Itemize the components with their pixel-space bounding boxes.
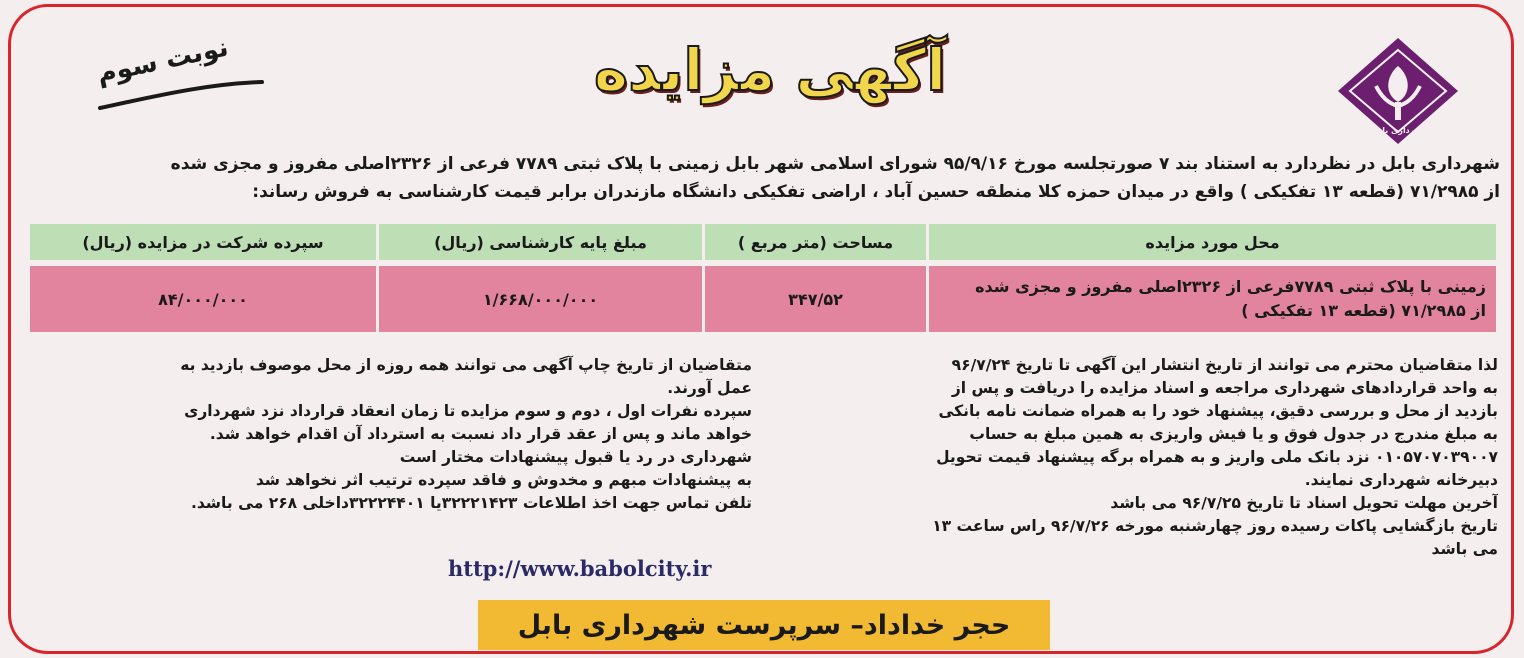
text-line: لذا متقاضیان محترم می توانند از تاریخ انتشار این آگهی تا تاریخ ۹۶/۷/۲۴ — [951, 356, 1498, 374]
signature-banner: حجر خداداد– سرپرست شهرداری بابل — [478, 600, 1050, 650]
intro-paragraph — [100, 150, 1500, 206]
text-line: تلفن تماس جهت اخذ اطلاعات ۳۲۲۲۱۴۲۳یا ۳۲۲۲۴۴۰۱داخلی ۲۶۸ می باشد. — [190, 494, 752, 512]
header-area: مساحت (متر مربع ) — [702, 224, 926, 260]
text-line: آخرین مهلت تحویل اسناد تا تاریخ ۹۶/۷/۲۵ می باشد — [1110, 494, 1498, 512]
table-header-row — [30, 224, 1496, 266]
intro-line: از ۷۱/۲۹۸۵ (قطعه ۱۳ تفکیکی ) واقع در میدان حمزه کلا منطقه حسین آباد ، اراضی تفکیکی دانشگاه مازندران برابر قیمت کارشناسی به فروش رساند: — [252, 182, 1500, 202]
auction-table — [30, 224, 1496, 332]
text-line: سپرده نفرات اول ، دوم و سوم مزایده تا زمان انعقاد قرارداد نزد شهرداری — [184, 402, 752, 420]
conditions-left-column — [32, 354, 752, 515]
intro-line: شهرداری بابل در نظردارد به استناد بند ۷ صورتجلسه مورخ ۹۵/۹/۱۶ شورای اسلامی شهر بابل زمینی با پلاک ثبتی ۷۷۸۹ فرعی از ۲۳۲۶اصلی مفروز و مجزی شده — [170, 154, 1500, 174]
logo-caption: شهرداری بابل — [1372, 126, 1428, 135]
location-line: از ۷۱/۲۹۸۵ (قطعه ۱۳ تفکیکی ) — [1241, 301, 1486, 320]
text-line: تاریخ بازگشایی پاکات رسیده روز چهارشنبه مورخه ۹۶/۷/۲۶ راس ساعت ۱۳ — [932, 517, 1498, 535]
swoosh-decoration — [96, 78, 266, 112]
text-line: خواهد ماند و پس از عقد قرار داد نسبت به استرداد آن اقدام خواهد شد. — [209, 425, 752, 443]
conditions-right-column — [760, 354, 1498, 561]
text-line: بازدید از محل و بررسی دقیق، پیشنهاد خود را به همراه ضمانت نامه بانکی — [938, 402, 1498, 420]
text-line: به مبلغ مندرج در جدول فوق و یا فیش واریزی به همین مبلغ به حساب — [969, 425, 1498, 443]
cell-deposit: ۸۴/۰۰۰/۰۰۰ — [30, 266, 376, 332]
text-line: متقاضیان از تاریخ چاپ آگهی می توانند همه روزه از محل موصوف بازدید به — [180, 356, 752, 374]
text-line: دبیرخانه شهرداری نمایند. — [1304, 471, 1498, 489]
text-line: به پیشنهادات مبهم و مخدوش و فاقد سپرده ترتیب اثر نخواهد شد — [255, 471, 752, 489]
text-line: شهرداری در رد یا قبول پیشنهادات مختار است — [399, 448, 752, 466]
text-line: به واحد قراردادهای شهرداری مراجعه و اسناد مزایده را دریافت و پس از — [951, 379, 1498, 397]
table-row — [30, 266, 1496, 332]
header-base-price: مبلغ پایه کارشناسی (ریال) — [376, 224, 702, 260]
text-line: ۰۱۰۵۷۰۷۰۳۹۰۰۷ نزد بانک ملی واریز و به همراه برگه پیشنهاد قیمت تحویل — [936, 448, 1498, 466]
website-link[interactable]: http://www.babolcity.ir — [448, 556, 712, 581]
cell-location — [926, 266, 1496, 332]
notice-title: آگهی مزایده — [593, 36, 947, 104]
text-line: عمل آورند. — [667, 379, 752, 397]
text-line: می باشد — [1431, 540, 1498, 558]
cell-base-price: ۱/۶۶۸/۰۰۰/۰۰۰ — [376, 266, 702, 332]
header-deposit: سپرده شرکت در مزایده (ریال) — [30, 224, 376, 260]
round-label: نوبت سوم — [94, 32, 231, 90]
header-location: محل مورد مزایده — [926, 224, 1496, 260]
cell-area: ۳۴۷/۵۲ — [702, 266, 926, 332]
location-line: زمینی با پلاک ثبتی ۷۷۸۹فرعی از ۲۳۲۶اصلی مفروز و مجزی شده — [975, 277, 1486, 296]
